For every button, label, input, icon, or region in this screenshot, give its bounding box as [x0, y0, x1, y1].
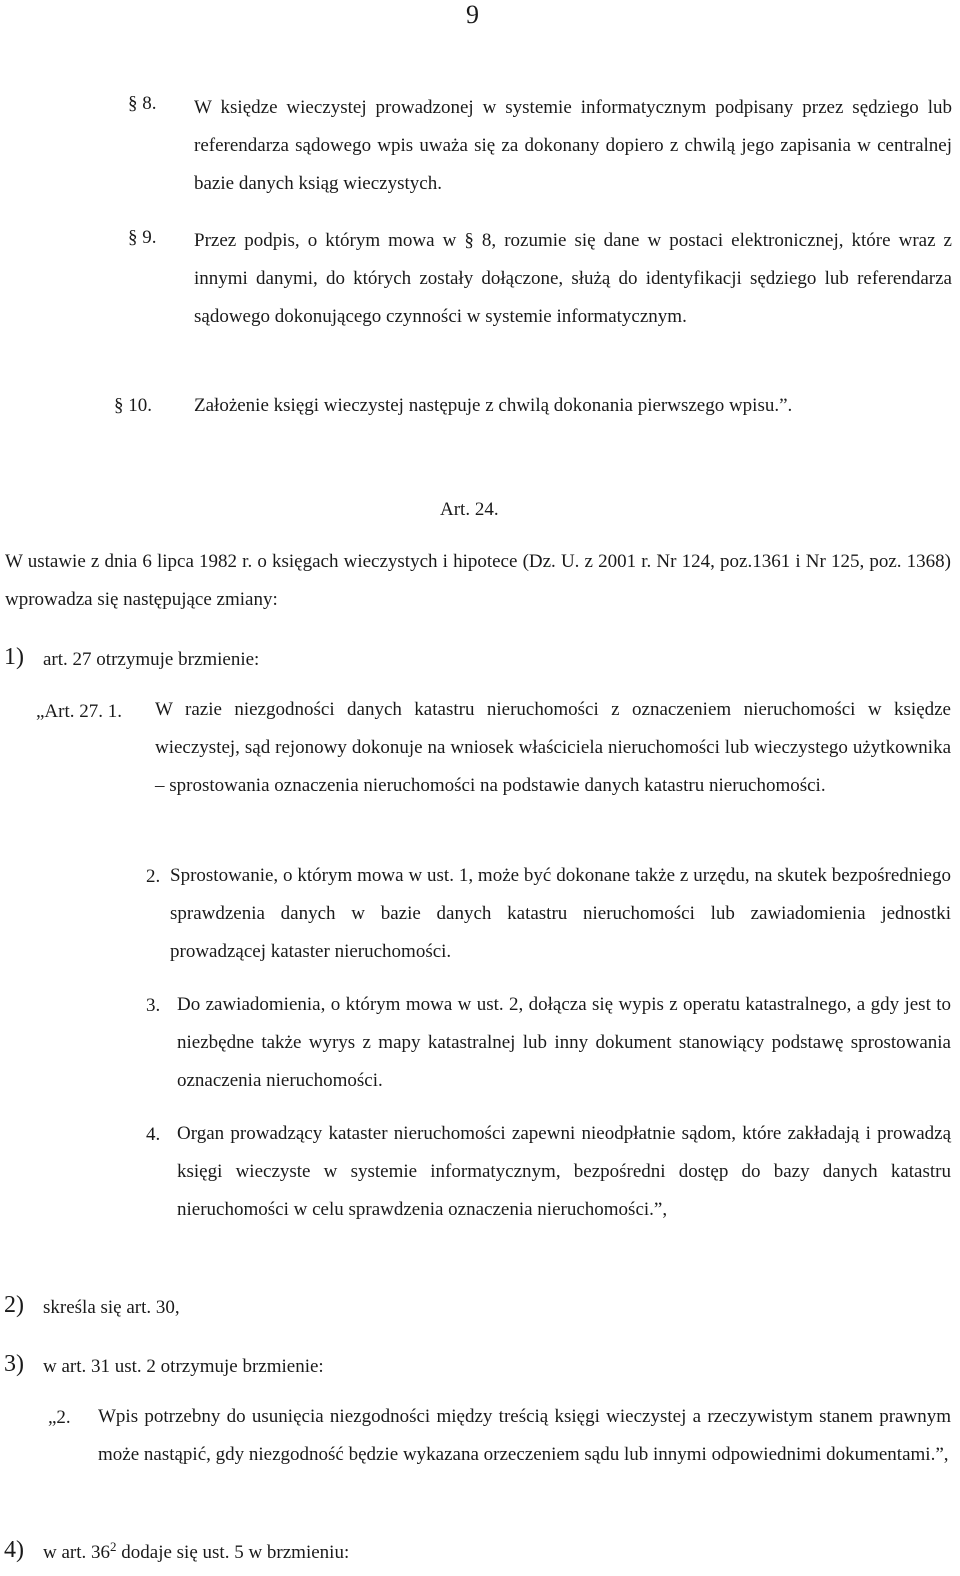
- item-number-2: 2): [4, 1292, 24, 1318]
- art27-ust4-text: Organ prowadzący kataster nieruchomości zapewni nieodpłatnie sądom, które zakładają i prowadzą księgi wieczyste w systemie informatycznym, bezpośredni dostęp do bazy danych katastru nieruchomości w celu sprawdzenia oznaczenia nieruchomości.”,: [177, 1123, 951, 1221]
- art27-ust3-num: 3.: [146, 995, 161, 1016]
- article-heading: Art. 24.: [440, 499, 499, 520]
- item-text-3: w art. 31 ust. 2 otrzymuje brzmienie:: [43, 1356, 324, 1377]
- section-label-8: § 8.: [128, 93, 157, 114]
- section-label-10: § 10.: [114, 395, 152, 416]
- art27-ust1-text: W razie niezgodności danych katastru nieruchomości z oznaczeniem nieruchomości w księdze wieczystej, sąd rejonowy dokonuje na wniosek właściciela nieruchomości lub wieczystego użytkownika – sprostowania oznaczenia nieruchomości na podstawie danych katastru nieruchomości.: [155, 699, 951, 797]
- page-number: 9: [466, 0, 479, 29]
- item-text-4: [43, 1539, 350, 1564]
- art31-text: Wpis potrzebny do usunięcia niezgodności między treścią księgi wieczystej a rzeczywistym stanem prawnym może nastąpić, gdy niezgodność będzie wykazana orzeczeniem sądu lub innymi odpowiednimi dokumentami.”,: [98, 1406, 951, 1466]
- section-text-8: W księdze wieczystej prowadzonej w systemie informatycznym podpisany przez sędziego lub referendarza sądowego wpis uważa się za dokonany dopiero z chwilą jego zapisania w centralnej bazie danych ksiąg wieczystych.: [194, 97, 952, 195]
- art27-ust4-num: 4.: [146, 1124, 161, 1145]
- item-text-4-sup: 2: [110, 1539, 117, 1554]
- item-text-4-before: w art. 36: [43, 1542, 111, 1563]
- item-number-4: 4): [4, 1537, 24, 1563]
- section-text-10: Założenie księgi wieczystej następuje z chwilą dokonania pierwszego wpisu.”.: [194, 395, 793, 416]
- item-number-1: 1): [4, 644, 24, 670]
- article-intro: W ustawie z dnia 6 lipca 1982 r. o księgach wieczystych i hipotece (Dz. U. z 2001 r. Nr 124, poz.1361 i Nr 125, poz. 1368) wprowadza się następujące zmiany:: [5, 551, 951, 611]
- art27-ust3-text: Do zawiadomienia, o którym mowa w ust. 2, dołącza się wypis z operatu katastralnego, a gdy jest to niezbędne także wyrys z mapy katastralnej lub inny dokument stanowiący podstawę sprostowania oznaczenia nieruchomości.: [177, 994, 951, 1092]
- item-number-3: 3): [4, 1351, 24, 1377]
- art27-ust2-text: Sprostowanie, o którym mowa w ust. 1, może być dokonane także z urzędu, na skutek bezpośredniego sprawdzenia danych w bazie danych katastru nieruchomości lub zawiadomienia jednostki prowadzącej kataster nieruchomości.: [170, 865, 951, 963]
- art31-lead: „2.: [48, 1407, 71, 1428]
- section-label-9: § 9.: [128, 227, 157, 248]
- item-text-4-after: dodaje się ust. 5 w brzmieniu:: [121, 1542, 350, 1563]
- item-text-1: art. 27 otrzymuje brzmienie:: [43, 649, 260, 670]
- section-text-9: Przez podpis, o którym mowa w § 8, rozumie się dane w postaci elektronicznej, które wraz z innymi danymi, do których zostały dołączone, służą do identyfikacji sędziego lub referendarza sądowego dokonującego czynności w systemie informatycznym.: [194, 230, 952, 328]
- item-text-2: skreśla się art. 30,: [43, 1297, 180, 1318]
- art27-ust2-num: 2.: [146, 866, 161, 887]
- art27-lead: „Art. 27. 1.: [36, 701, 123, 722]
